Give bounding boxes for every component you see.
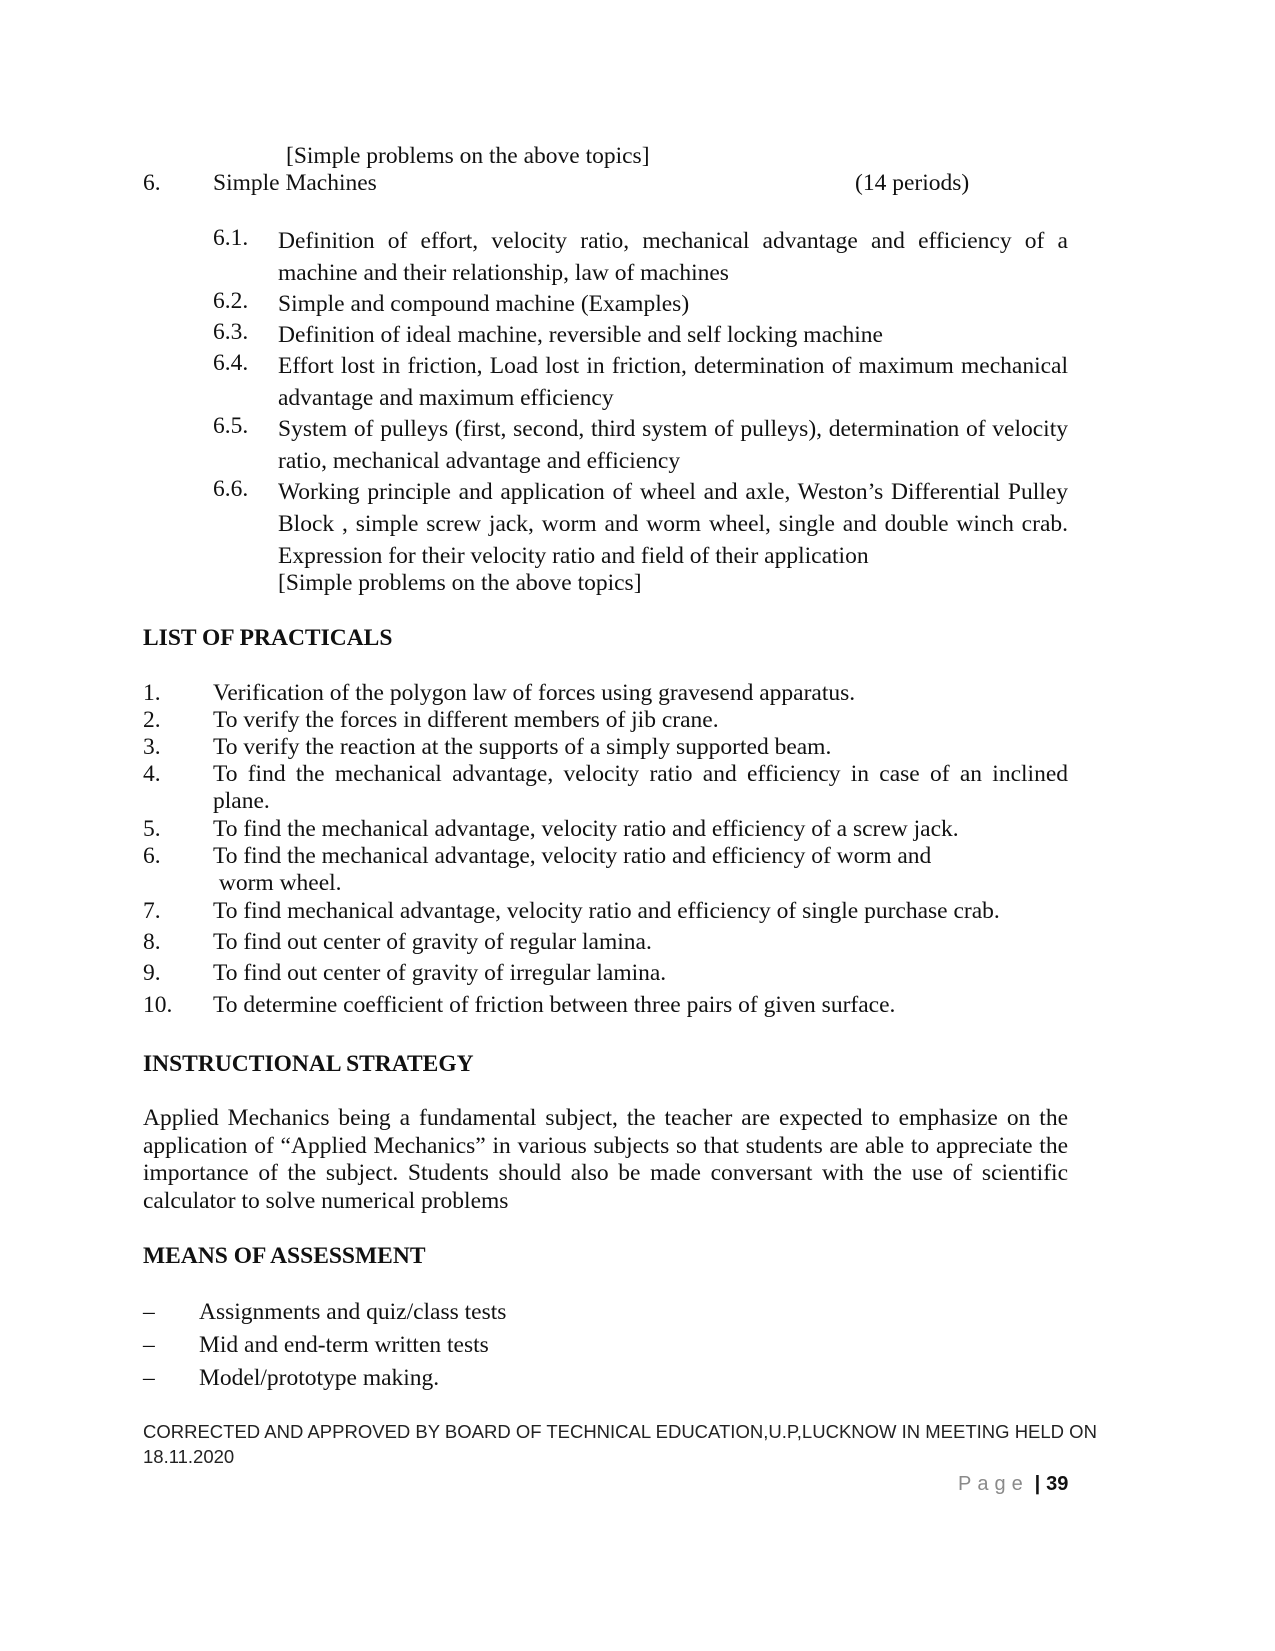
page-separator: | <box>1034 1473 1041 1495</box>
item-text: Working principle and application of wheel and axle, Weston’s Differential Pulley Block , simple screw jack, worm and worm wheel, single and double winch crab. Expression for their velocity ratio and field of their application <box>278 479 1068 569</box>
item-number: 6.2. <box>213 288 249 314</box>
bullet-dash: – <box>143 1365 155 1391</box>
item-text: Effort lost in friction, Load lost in friction, determination of maximum mechanical advantage and maximum efficiency <box>278 353 1068 411</box>
top-note: [Simple problems on the above topics] <box>286 143 650 169</box>
practical-number: 10. <box>143 992 173 1018</box>
item-text: Simple and compound machine (Examples) <box>278 291 690 317</box>
practical-number: 5. <box>143 816 161 842</box>
item-number: 6.1. <box>213 225 249 251</box>
assessment-item: Model/prototype making. <box>199 1365 440 1391</box>
footer-approval-line: CORRECTED AND APPROVED BY BOARD OF TECHNICAL EDUCATION,U.P,LUCKNOW IN MEETING HELD ON <box>143 1421 1097 1442</box>
practical-text: To find out center of gravity of irregular lamina. <box>213 960 667 986</box>
practical-text: To find the mechanical advantage, velocity ratio and efficiency of a screw jack. <box>213 816 959 842</box>
assessment-item: Assignments and quiz/class tests <box>199 1299 507 1325</box>
item-number: 6.4. <box>213 350 249 376</box>
strategy-heading: INSTRUCTIONAL STRATEGY <box>143 1051 474 1077</box>
item-text: System of pulleys (first, second, third system of pulleys), determination of velocity ratio, mechanical advantage and efficiency <box>278 416 1068 474</box>
practical-text: To find mechanical advantage, velocity ratio and efficiency of single purchase crab. <box>213 898 1000 924</box>
item-number: 6.5. <box>213 413 249 439</box>
practical-text: To verify the forces in different members of jib crane. <box>213 707 719 733</box>
strategy-paragraph: Applied Mechanics being a fundamental subject, the teacher are expected to emphasize on the application of “Applied Mechanics” in various subjects so that students are able to appreciate the importance of the subject. Students should also be made conversant with the use of scientific calculator to solve numerical problems <box>143 1105 1068 1214</box>
page-indicator <box>958 1470 1068 1497</box>
practical-number: 6. <box>143 843 161 869</box>
practical-number: 1. <box>143 680 161 706</box>
section-periods: (14 periods) <box>855 170 970 196</box>
practical-text: To find the mechanical advantage, velocity ratio and efficiency of worm and <box>213 843 932 869</box>
section-note: [Simple problems on the above topics] <box>278 570 642 596</box>
assessment-heading: MEANS OF ASSESSMENT <box>143 1243 426 1269</box>
practical-number: 4. <box>143 761 161 787</box>
practical-number: 3. <box>143 734 161 760</box>
page-number: 39 <box>1046 1473 1069 1495</box>
assessment-item: Mid and end-term written tests <box>199 1332 489 1358</box>
practicals-heading: LIST OF PRACTICALS <box>143 625 393 651</box>
bullet-dash: – <box>143 1299 155 1325</box>
practical-number: 2. <box>143 707 161 733</box>
practical-number: 7. <box>143 898 161 924</box>
practical-text: To verify the reaction at the supports of a simply supported beam. <box>213 734 832 760</box>
item-number: 6.3. <box>213 319 249 345</box>
footer-date: 18.11.2020 <box>143 1446 235 1467</box>
bullet-dash: – <box>143 1332 155 1358</box>
item-text: Definition of ideal machine, reversible and self locking machine <box>278 322 883 348</box>
practical-text: To find out center of gravity of regular lamina. <box>213 929 652 955</box>
page-label: Page <box>958 1473 1029 1495</box>
practical-text: To determine coefficient of friction between three pairs of given surface. <box>213 992 896 1018</box>
item-text: Definition of effort, velocity ratio, mechanical advantage and efficiency of a machine and their relationship, law of machines <box>278 228 1068 286</box>
practical-text-continuation: worm wheel. <box>213 870 342 896</box>
practical-text: Verification of the polygon law of forces using gravesend apparatus. <box>213 680 856 706</box>
practical-text: To find the mechanical advantage, velocity ratio and efficiency in case of an inclined plane. <box>213 761 1068 814</box>
section-title: Simple Machines <box>213 170 377 196</box>
item-number: 6.6. <box>213 476 249 502</box>
section-number: 6. <box>143 170 161 196</box>
practical-number: 9. <box>143 960 161 986</box>
practical-number: 8. <box>143 929 161 955</box>
